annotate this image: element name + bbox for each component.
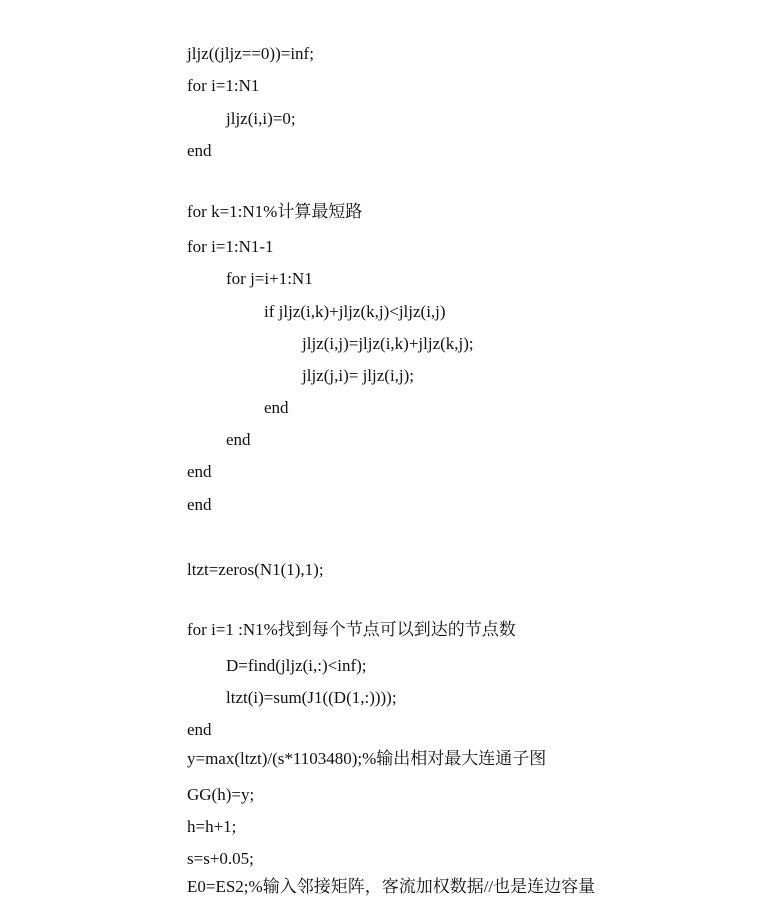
code-line: end [264, 398, 289, 417]
code-line: for i=1 :N1%找到每个节点可以到达的节点数 [187, 620, 516, 639]
code-line: ltzt(i)=sum(J1((D(1,:)))); [226, 688, 397, 707]
code-line: jljz(j,i)= jljz(i,j); [302, 366, 415, 385]
code-line: D=find(jljz(i,:)<inf); [226, 656, 367, 675]
code-line: GG(h)=y; [187, 785, 255, 804]
code-line: end [187, 720, 212, 739]
code-line: if jljz(i,k)+jljz(k,j)<jljz(i,j) [264, 302, 446, 321]
code-line: jljz((jljz==0))=inf; [187, 44, 314, 63]
code-line: end [226, 430, 251, 449]
code-line: end [187, 462, 212, 481]
code-line: for j=i+1:N1 [226, 269, 313, 288]
code-line: ltzt=zeros(N1(1),1); [187, 560, 324, 579]
code-line: h=h+1; [187, 817, 237, 836]
code-line: y=max(ltzt)/(s*1103480);%输出相对最大连通子图 [187, 749, 547, 768]
code-line: end [187, 495, 212, 514]
code-line: end [187, 141, 212, 160]
code-line: s=s+0.05; [187, 849, 254, 868]
code-line: E0=ES2;%输入邻接矩阵，客流加权数据//也是连边容量 [187, 877, 596, 896]
code-line: jljz(i,i)=0; [226, 109, 296, 128]
code-line: for i=1:N1-1 [187, 237, 274, 256]
code-line: for k=1:N1%计算最短路 [187, 202, 363, 221]
code-line: for i=1:N1 [187, 76, 260, 95]
code-line: jljz(i,j)=jljz(i,k)+jljz(k,j); [302, 334, 474, 353]
